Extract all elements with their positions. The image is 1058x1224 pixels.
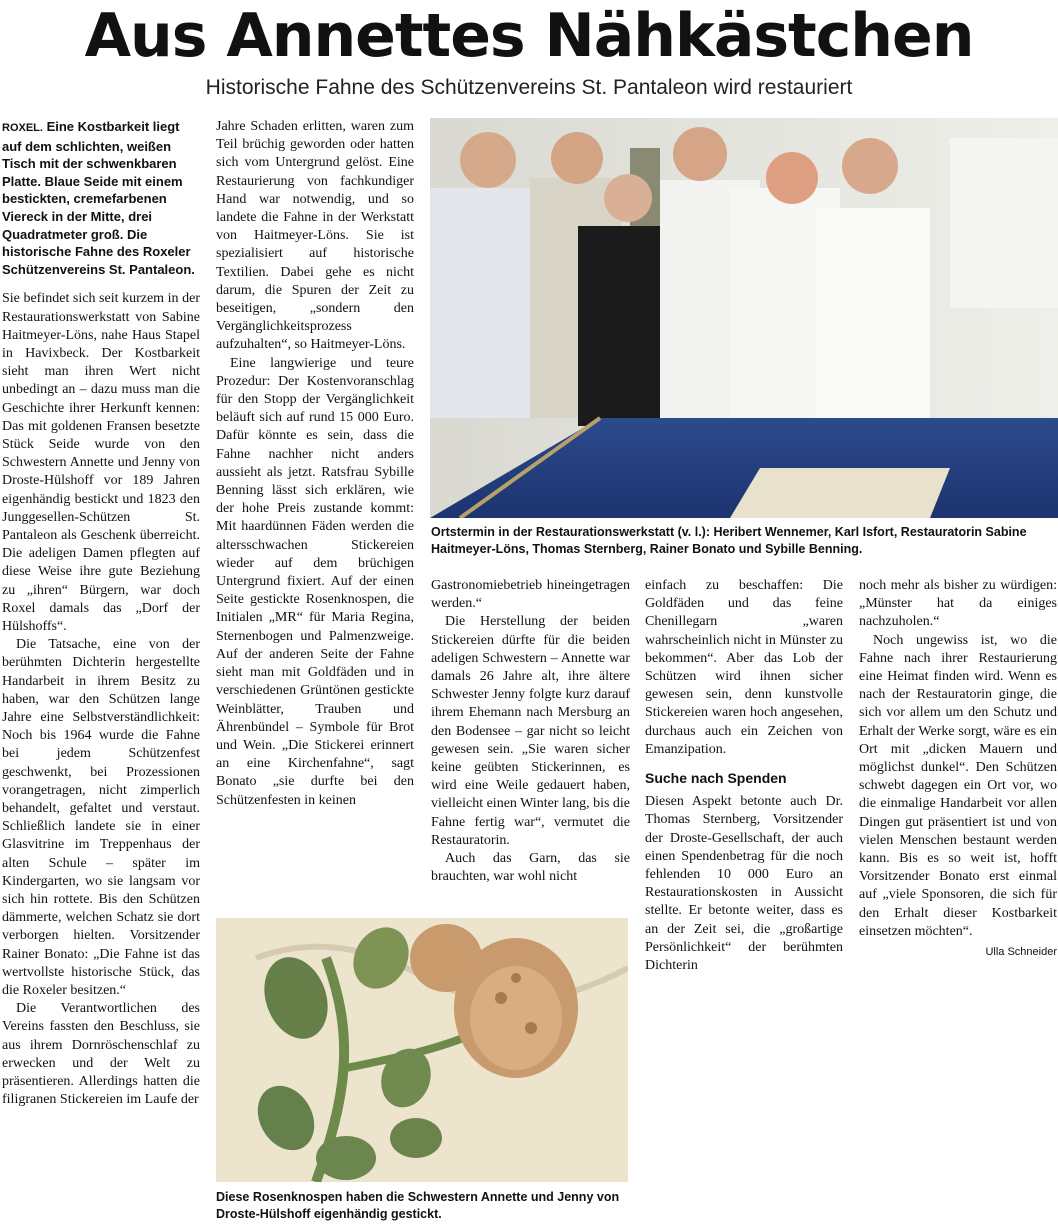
paragraph [859,632,1057,959]
paragraph: einfach zu beschaffen: Die Goldfäden und das feine Chenillegarn „waren wahrscheinlich nicht in Münster zu bekommen“. Aber das Lob der Schützen wird ihnen sicher gewesen sein, denn kunstvolle Stickereien waren hoch angesehen, durchaus auch ein Zeichen von Emanzipation. [645,578,843,757]
caption-embroidery-photo: Diese Rosenknospen haben die Schwestern Annette und Jenny von Droste-Hülshoff eigenhändig gestickt. [216,1190,620,1221]
article-column-4 [645,577,843,975]
paragraph: Diesen Aspekt betonte auch Dr. Thomas Sternberg, Vorsitzender der Droste-Gesellschaft, der auch einen Spendenbetrag für die noch fehlenden 10 000 Euro an Restaurationskosten in Aussicht stellte. Er betonte weiter, dass es an der Zeit sei, die „großartige Persönlichkeit“ der berühmten Dichterin [645,794,843,974]
paragraph: Gastronomiebetrieb hineingetragen werden.“ [431,578,630,612]
caption-group-photo: Ortstermin in der Restaurationswerkstatt (v. l.): Heribert Wennemer, Karl Isfort, Restauratorin Sabine Haitmeyer-Löns, Thomas Sternberg, Rainer Bonato und Sybille Benning. [431,525,1027,556]
article-column-5 [859,577,1057,961]
paragraph: Die Tatsache, eine von der berühmten Dichterin hergestellte Handarbeit in ihrem Besitz zu haben, war den Schützen lange Jahre eine Selbstverständlichkeit: Noch bis 1964 wurde die Fahne bei jedem Schützenfest geschwenkt, bei Prozessionen vorangetragen, nicht zimperlich behandelt, gefaltet und verstaut. Schließlich landete sie in einer Glasvitrine im Treppenhaus der alten Schule – später im Kindergarten, wo sie langsam vor sich hin rottete. Bis den Schützen dämmerte, welchen Schatz sie dort verborgen hielten. Vorsitzender Rainer Bonato: „Die Fahne ist das wertvollste historische Stück, das die Roxeler besitzen.“ [2,637,200,999]
article-column-2 [216,118,414,810]
paragraph-text: Noch ungewiss ist, wo die Fahne nach ihrer Restaurierung eine Heimat finden wird. Wenn es nach der Restauratorin ginge, die sich vor allem um den Schutz und Erhalt der Werke sorgt, wäre es ein Ort mit „dicken Mauern und möglichst dunkel“. Den Schützen schwebt dagegen ein Ort vor, wo die einmalige Handarbeit vor allen Dingen gut präsentiert ist und von vielen Menschen bestaunt werden kann. Bis es so weit ist, hofft Vorsitzender Bonato erst einmal auf „viele Sponsoren, die sich für den Erhalt dieser Kostbarkeit einsetzen möchten“. [859,632,1057,939]
paragraph: Eine langwierige und teure Prozedur: Der Kostenvoranschlag für den Stopp der Vergänglichkeit beläuft sich auf rund 15 000 Euro. Dafür könnte es sein, dass die Fahne nachher nicht anders aussieht als jetzt. Ratsfrau Sybille Benning lässt sich erklären, wie der hohe Preis zustande kommt: Mit haardünnen Fäden werden die altersschwachen Stickereien wieder auf dem brüchigen Untergrund fixiert. Auf der einen Seite gestickte Rosenknospen, die Initialen „MR“ für Maria Regina, Sternenbogen und Palmenzweige. Auf der anderen Seite der Fahne sieht man mit Goldfäden und in verschiedenen Grüntönen gestickte Weinblätter, Trauben und Ährenbündel – Symbole für Brot und Wein. „Die Stickerei erinnert an eine Kirchenfahne“, sagt Bonato „sie durfte bei den Schützenfesten in keinen [216,355,414,808]
lead-paragraph [2,118,200,278]
embroidery-photo [216,918,628,1182]
paragraph: Die Herstellung der beiden Stickereien dürfte für die beiden adeligen Schwestern – Annette war damals 26 Jahre alt, ihre ältere Schwester Jenny folgte kurz darauf ihrem Ehemann nach Mersburg an den Bodensee – gar nicht so leicht gewesen sein. „Sie waren sicher keine geübten Stickerinnen, es wird eine Weile gedauert haben, vielleicht einen Winter lang, bis die Fahne fertig war“, vermutet die Restauratorin. [431,614,631,848]
author-byline: Ulla Schneider [985,946,1057,959]
paragraph: Jahre Schaden erlitten, waren zum Teil brüchig geworden oder hatten sich vom Untergrund gelöst. Eine Restaurierung von fachkundiger Hand war notwendig, und so landete die Fahne in der Werkstatt von Haitmeyer-Löns. Sie ist spezialisiert auf historische Textilien. Dabei gehe es nicht darum, die Spuren der Zeit zu beseitigen, „sondern den Vergänglichkeitsprozess aufzuhalten“, so Haitmeyer-Löns. [216,119,414,353]
dateline: ROXEL. [2,122,43,134]
paragraph: Sie befindet sich seit kurzem in der Restaurationswerkstatt von Sabine Haitmeyer-Löns, nahe Haus Stapel in Havixbeck. Der Kostbarkeit sieht man ihren Wert nicht unbedingt an – dazu muss man die Geschichte ihrer Herkunft kennen: Das mit goldenen Fransen besetzte Stück Seide wurde von den Schwestern Annette und Jenny von Droste-Hülshoff vor 189 Jahren eigenhändig bestickt und 1823 den Junggesellen-Schützen St. Pantaleon als Geschenk überreicht. Die adeligen Damen pflegten auf diese Weise ihre gute Beziehung zu „ihren“ Bürgern, war doch Roxel damals das „Dorf der Hülshoffs“. [2,291,200,634]
section-subheading: Suche nach Spenden [645,770,787,787]
article-column-1 [2,118,200,1109]
subheadline: Historische Fahne des Schützenvereins St. Pantaleon wird restauriert [205,76,853,99]
paragraph: noch mehr als bisher zu würdigen: „Münster hat da einiges nachzuholen.“ [859,578,1057,630]
paragraph: Die Verantwortlichen des Vereins fassten den Beschluss, sie aus ihrem Dornröschenschlaf zu erwecken und der Welt zu präsentieren. Allerdings hatten die filigranen Stickereien im Laufe der [2,1001,200,1108]
group-photo [430,118,1058,518]
headline: Aus Annettes Nähkästchen [84,1,974,71]
paragraph: Auch das Garn, das sie brauchten, war wohl nicht [431,851,630,885]
article-column-3 [431,577,630,886]
lead-text: Eine Kostbarkeit liegt auf dem schlichten, weißen Tisch mit der schwenkbaren Platte. Blaue Seide mit einem bestickten, cremefarbenen Viereck in der Mitte, drei Quadratmeter groß. Die historische Fahne des Roxeler Schützenvereins St. Pantaleon. [2,119,195,277]
